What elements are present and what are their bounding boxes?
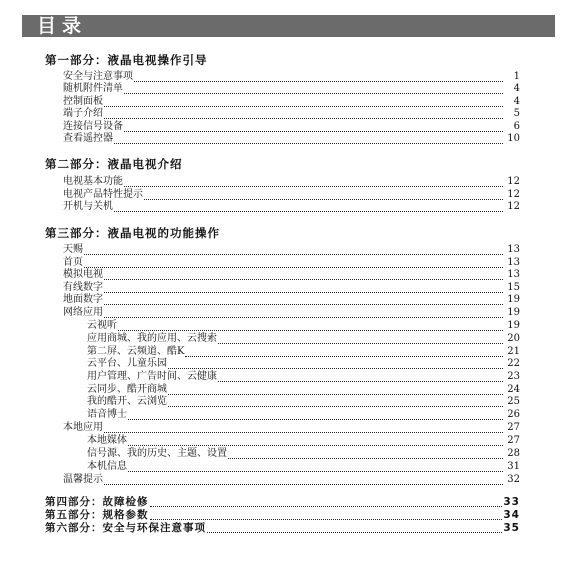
- entry-label: 地面数字: [63, 294, 103, 305]
- entry-page: 28: [507, 448, 520, 459]
- entry-label: 本地应用: [63, 422, 103, 433]
- entry-page: 10: [507, 133, 520, 144]
- toc-entry[interactable]: [63, 189, 520, 201]
- toc-section-entry[interactable]: [45, 509, 520, 521]
- entry-page: 19: [507, 320, 520, 331]
- entry-label: 第二屏、云频道、酷K: [87, 346, 185, 357]
- toc-entry[interactable]: [63, 269, 520, 281]
- leader-dots: [128, 463, 503, 472]
- leader-dots: [228, 450, 503, 459]
- entry-page: 27: [507, 435, 520, 446]
- leader-dots: [168, 398, 503, 407]
- leader-dots: [104, 271, 503, 280]
- entry-page: 19: [507, 294, 520, 305]
- entry-label: 信号源、我的历史、主题、设置: [87, 448, 227, 459]
- entry-label: 查看遥控器: [63, 133, 113, 144]
- leader-dots: [168, 360, 503, 369]
- entry-label: 云平台、儿童乐园: [87, 358, 167, 369]
- entry-label: 第四部分：故障检修: [45, 496, 149, 508]
- entry-page: 12: [507, 176, 520, 187]
- entry-page: 32: [507, 474, 520, 485]
- toc-entry[interactable]: [63, 307, 520, 319]
- toc-entry[interactable]: [63, 474, 520, 486]
- entry-page: 13: [507, 269, 520, 280]
- entry-label: 电视基本功能: [63, 176, 123, 187]
- entry-label: 第五部分：规格参数: [45, 509, 149, 521]
- leader-dots: [118, 322, 503, 331]
- entry-label: 第六部分：安全与环保注意事项: [45, 522, 206, 534]
- leader-dots: [104, 284, 503, 293]
- toc-entry[interactable]: [63, 108, 520, 120]
- leader-dots: [104, 424, 503, 433]
- entry-page: 27: [507, 422, 520, 433]
- entry-page: 4: [513, 83, 520, 94]
- entry-page: 6: [513, 121, 520, 132]
- toc-entry[interactable]: [63, 83, 520, 95]
- toc-section-entry[interactable]: [45, 522, 520, 534]
- entry-label: 本机信息: [87, 461, 127, 472]
- toc-entry[interactable]: [63, 282, 520, 294]
- section-heading-1: 第一部分：液晶电视操作引导: [45, 53, 208, 67]
- leader-dots: [124, 123, 503, 132]
- page-title: 目录: [37, 15, 88, 37]
- leader-dots: [185, 348, 503, 357]
- leader-dots: [150, 511, 503, 520]
- leader-dots: [104, 98, 503, 107]
- leader-dots: [134, 73, 503, 82]
- entry-label: 网络应用: [63, 307, 103, 318]
- entry-label: 温馨提示: [63, 474, 103, 485]
- leader-dots: [114, 135, 503, 144]
- leader-dots: [104, 476, 503, 485]
- entry-page: 23: [507, 371, 520, 382]
- entry-page: 13: [507, 244, 520, 255]
- entry-label: 本地媒体: [87, 435, 127, 446]
- toc-entry[interactable]: [63, 71, 520, 83]
- toc-entry[interactable]: [63, 176, 520, 188]
- section-heading-2: 第二部分：液晶电视介绍: [45, 157, 183, 171]
- entry-label: 端子介绍: [63, 108, 103, 119]
- entry-page: 5: [513, 108, 520, 119]
- entry-page: 22: [507, 358, 520, 369]
- entry-label: 首页: [63, 257, 83, 268]
- toc-entry[interactable]: [63, 244, 520, 256]
- leader-dots: [104, 296, 503, 305]
- entry-label: 有线数字: [63, 282, 103, 293]
- toc-subentry[interactable]: [87, 371, 520, 383]
- entry-page: 20: [507, 333, 520, 344]
- leader-dots: [124, 85, 503, 94]
- toc-subentry[interactable]: [87, 320, 520, 332]
- entry-page: 21: [507, 346, 520, 357]
- entry-page: 15: [507, 282, 520, 293]
- leader-dots: [218, 373, 503, 382]
- section-heading-3: 第三部分：液晶电视的功能操作: [45, 226, 220, 240]
- toc-entry[interactable]: [63, 201, 520, 213]
- leader-dots: [104, 110, 503, 119]
- entry-page: 33: [503, 496, 520, 508]
- toc-entry[interactable]: [63, 422, 520, 434]
- toc-entry[interactable]: [63, 257, 520, 269]
- leader-dots: [128, 437, 503, 446]
- entry-label: 电视产品特性提示: [63, 189, 143, 200]
- leader-dots: [128, 411, 503, 420]
- entry-page: 13: [507, 257, 520, 268]
- entry-page: 24: [507, 384, 520, 395]
- entry-label: 天赐: [63, 244, 83, 255]
- entry-label: 我的酷开、云浏览: [87, 396, 167, 407]
- toc-subentry[interactable]: [87, 346, 520, 358]
- toc-subentry[interactable]: [87, 396, 520, 408]
- entry-label: 云视听: [87, 320, 117, 331]
- entry-label: 模拟电视: [63, 269, 103, 280]
- toc-subentry[interactable]: [87, 384, 520, 396]
- toc-section-entry[interactable]: [45, 496, 520, 508]
- leader-dots: [150, 498, 503, 507]
- toc-subentry[interactable]: [87, 461, 520, 473]
- leader-dots: [218, 335, 503, 344]
- entry-page: 4: [513, 96, 520, 107]
- toc-subentry[interactable]: [87, 333, 520, 345]
- entry-label: 应用商城、我的应用、云搜索: [87, 333, 217, 344]
- entry-page: 31: [507, 461, 520, 472]
- entry-label: 用户管理、广告时间、云健康: [87, 371, 217, 382]
- toc-entry[interactable]: [63, 294, 520, 306]
- toc-subentry[interactable]: [87, 448, 520, 460]
- leader-dots: [84, 246, 503, 255]
- entry-page: 34: [503, 509, 520, 521]
- entry-label: 云同步、酷开商城: [87, 384, 167, 395]
- entry-label: 开机与关机: [63, 201, 113, 212]
- entry-page: 1: [513, 71, 520, 82]
- entry-page: 26: [507, 409, 520, 420]
- entry-label: 语音博士: [87, 409, 127, 420]
- entry-label: 随机附件清单: [63, 83, 123, 94]
- toc-subentry[interactable]: [87, 409, 520, 421]
- leader-dots: [84, 259, 503, 268]
- leader-dots: [124, 178, 503, 187]
- leader-dots: [207, 524, 502, 533]
- entry-page: 19: [507, 307, 520, 318]
- entry-page: 25: [507, 396, 520, 407]
- toc-subentry[interactable]: [87, 435, 520, 447]
- entry-page: 12: [507, 201, 520, 212]
- entry-label: 安全与注意事项: [63, 71, 133, 82]
- leader-dots: [144, 191, 503, 200]
- toc-subentry[interactable]: [87, 358, 520, 370]
- entry-page: 12: [507, 189, 520, 200]
- toc-entry[interactable]: [63, 96, 520, 108]
- toc-entry[interactable]: [63, 133, 520, 145]
- entry-label: 连接信号设备: [63, 121, 123, 132]
- leader-dots: [168, 386, 503, 395]
- leader-dots: [104, 309, 503, 318]
- entry-label: 控制面板: [63, 96, 103, 107]
- entry-page: 35: [503, 522, 520, 534]
- leader-dots: [114, 203, 503, 212]
- toc-entry[interactable]: [63, 121, 520, 133]
